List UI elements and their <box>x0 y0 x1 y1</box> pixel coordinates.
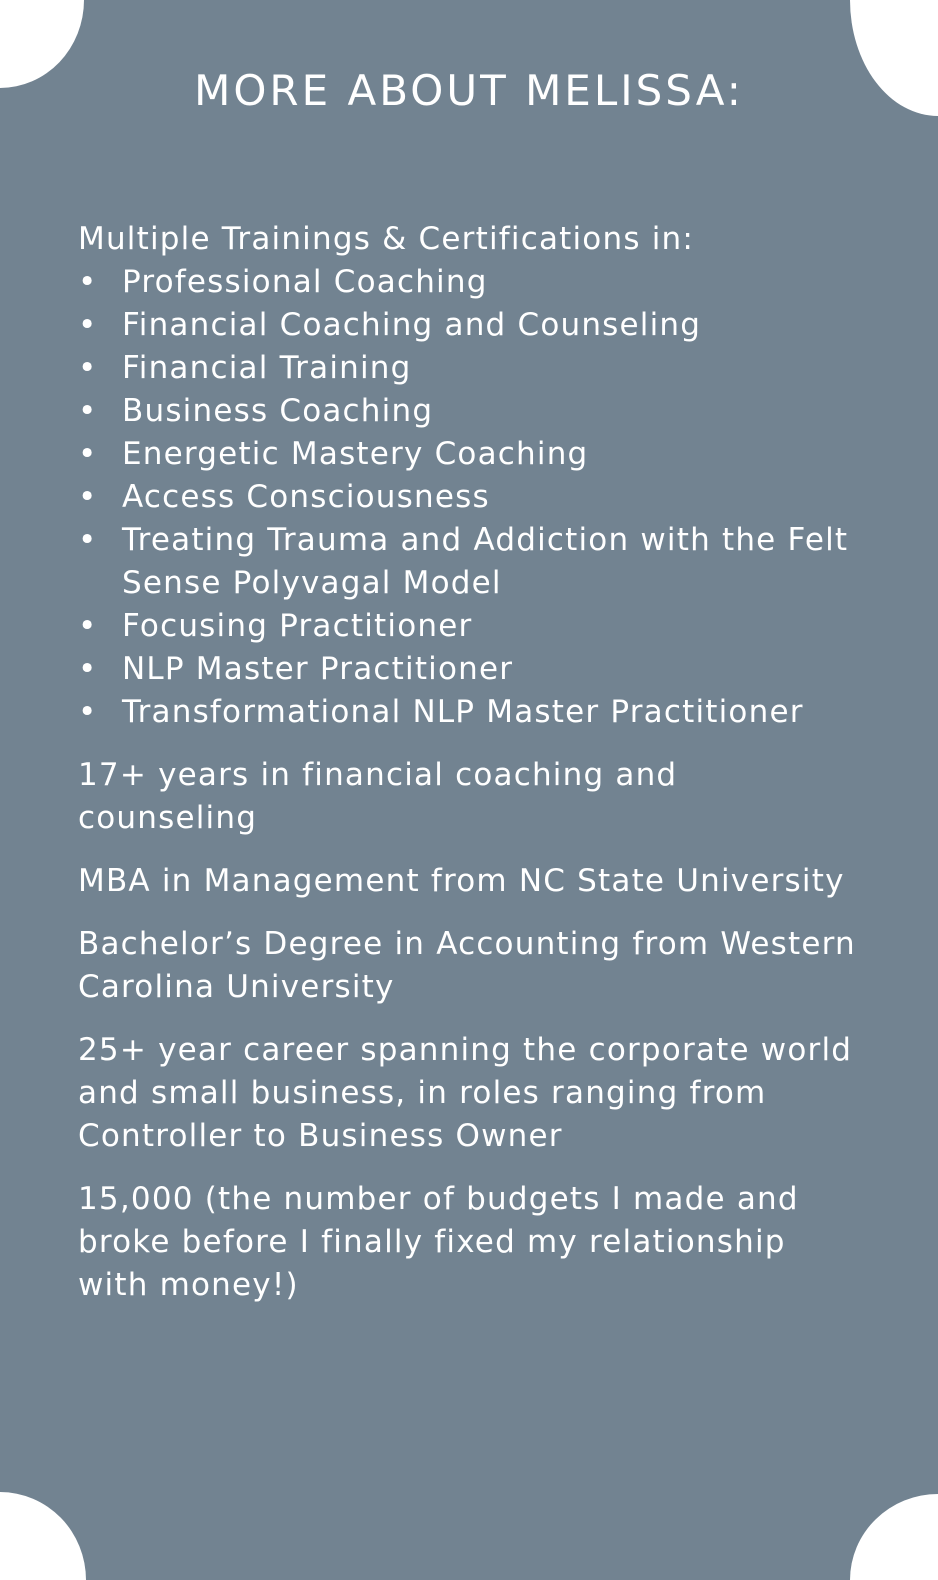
card-content <box>78 218 858 1307</box>
fact-paragraph: 17+ years in financial coaching and counseling <box>78 757 678 836</box>
certifications-list <box>78 261 858 734</box>
list-item: • Business Coaching <box>78 390 858 433</box>
corner-notch <box>850 1494 938 1580</box>
corner-notch <box>0 1492 86 1580</box>
list-item: • Financial Coaching and Counseling <box>78 304 858 347</box>
fact-paragraph: Bachelor’s Degree in Accounting from Western Carolina University <box>78 926 856 1005</box>
card-title: MORE ABOUT MELISSA: <box>194 66 744 115</box>
certifications-intro: Multiple Trainings & Certifications in: <box>78 221 695 257</box>
list-item: • Transformational NLP Master Practitioner <box>78 691 858 734</box>
list-item: • Financial Training <box>78 347 858 390</box>
fact-paragraph: 25+ year career spanning the corporate world and small business, in roles ranging from Controller to Business Owner <box>78 1032 853 1154</box>
list-item: • Focusing Practitioner <box>78 605 858 648</box>
fact-paragraph: MBA in Management from NC State University <box>78 863 845 899</box>
list-item: • NLP Master Practitioner <box>78 648 858 691</box>
list-item: • Treating Trauma and Addiction with the Felt Sense Polyvagal Model <box>78 519 858 605</box>
list-item: • Access Consciousness <box>78 476 858 519</box>
fact-paragraph: 15,000 (the number of budgets I made and broke before I finally fixed my relationship with money!) <box>78 1181 799 1303</box>
list-item: • Professional Coaching <box>78 261 858 304</box>
list-item: • Energetic Mastery Coaching <box>78 433 858 476</box>
